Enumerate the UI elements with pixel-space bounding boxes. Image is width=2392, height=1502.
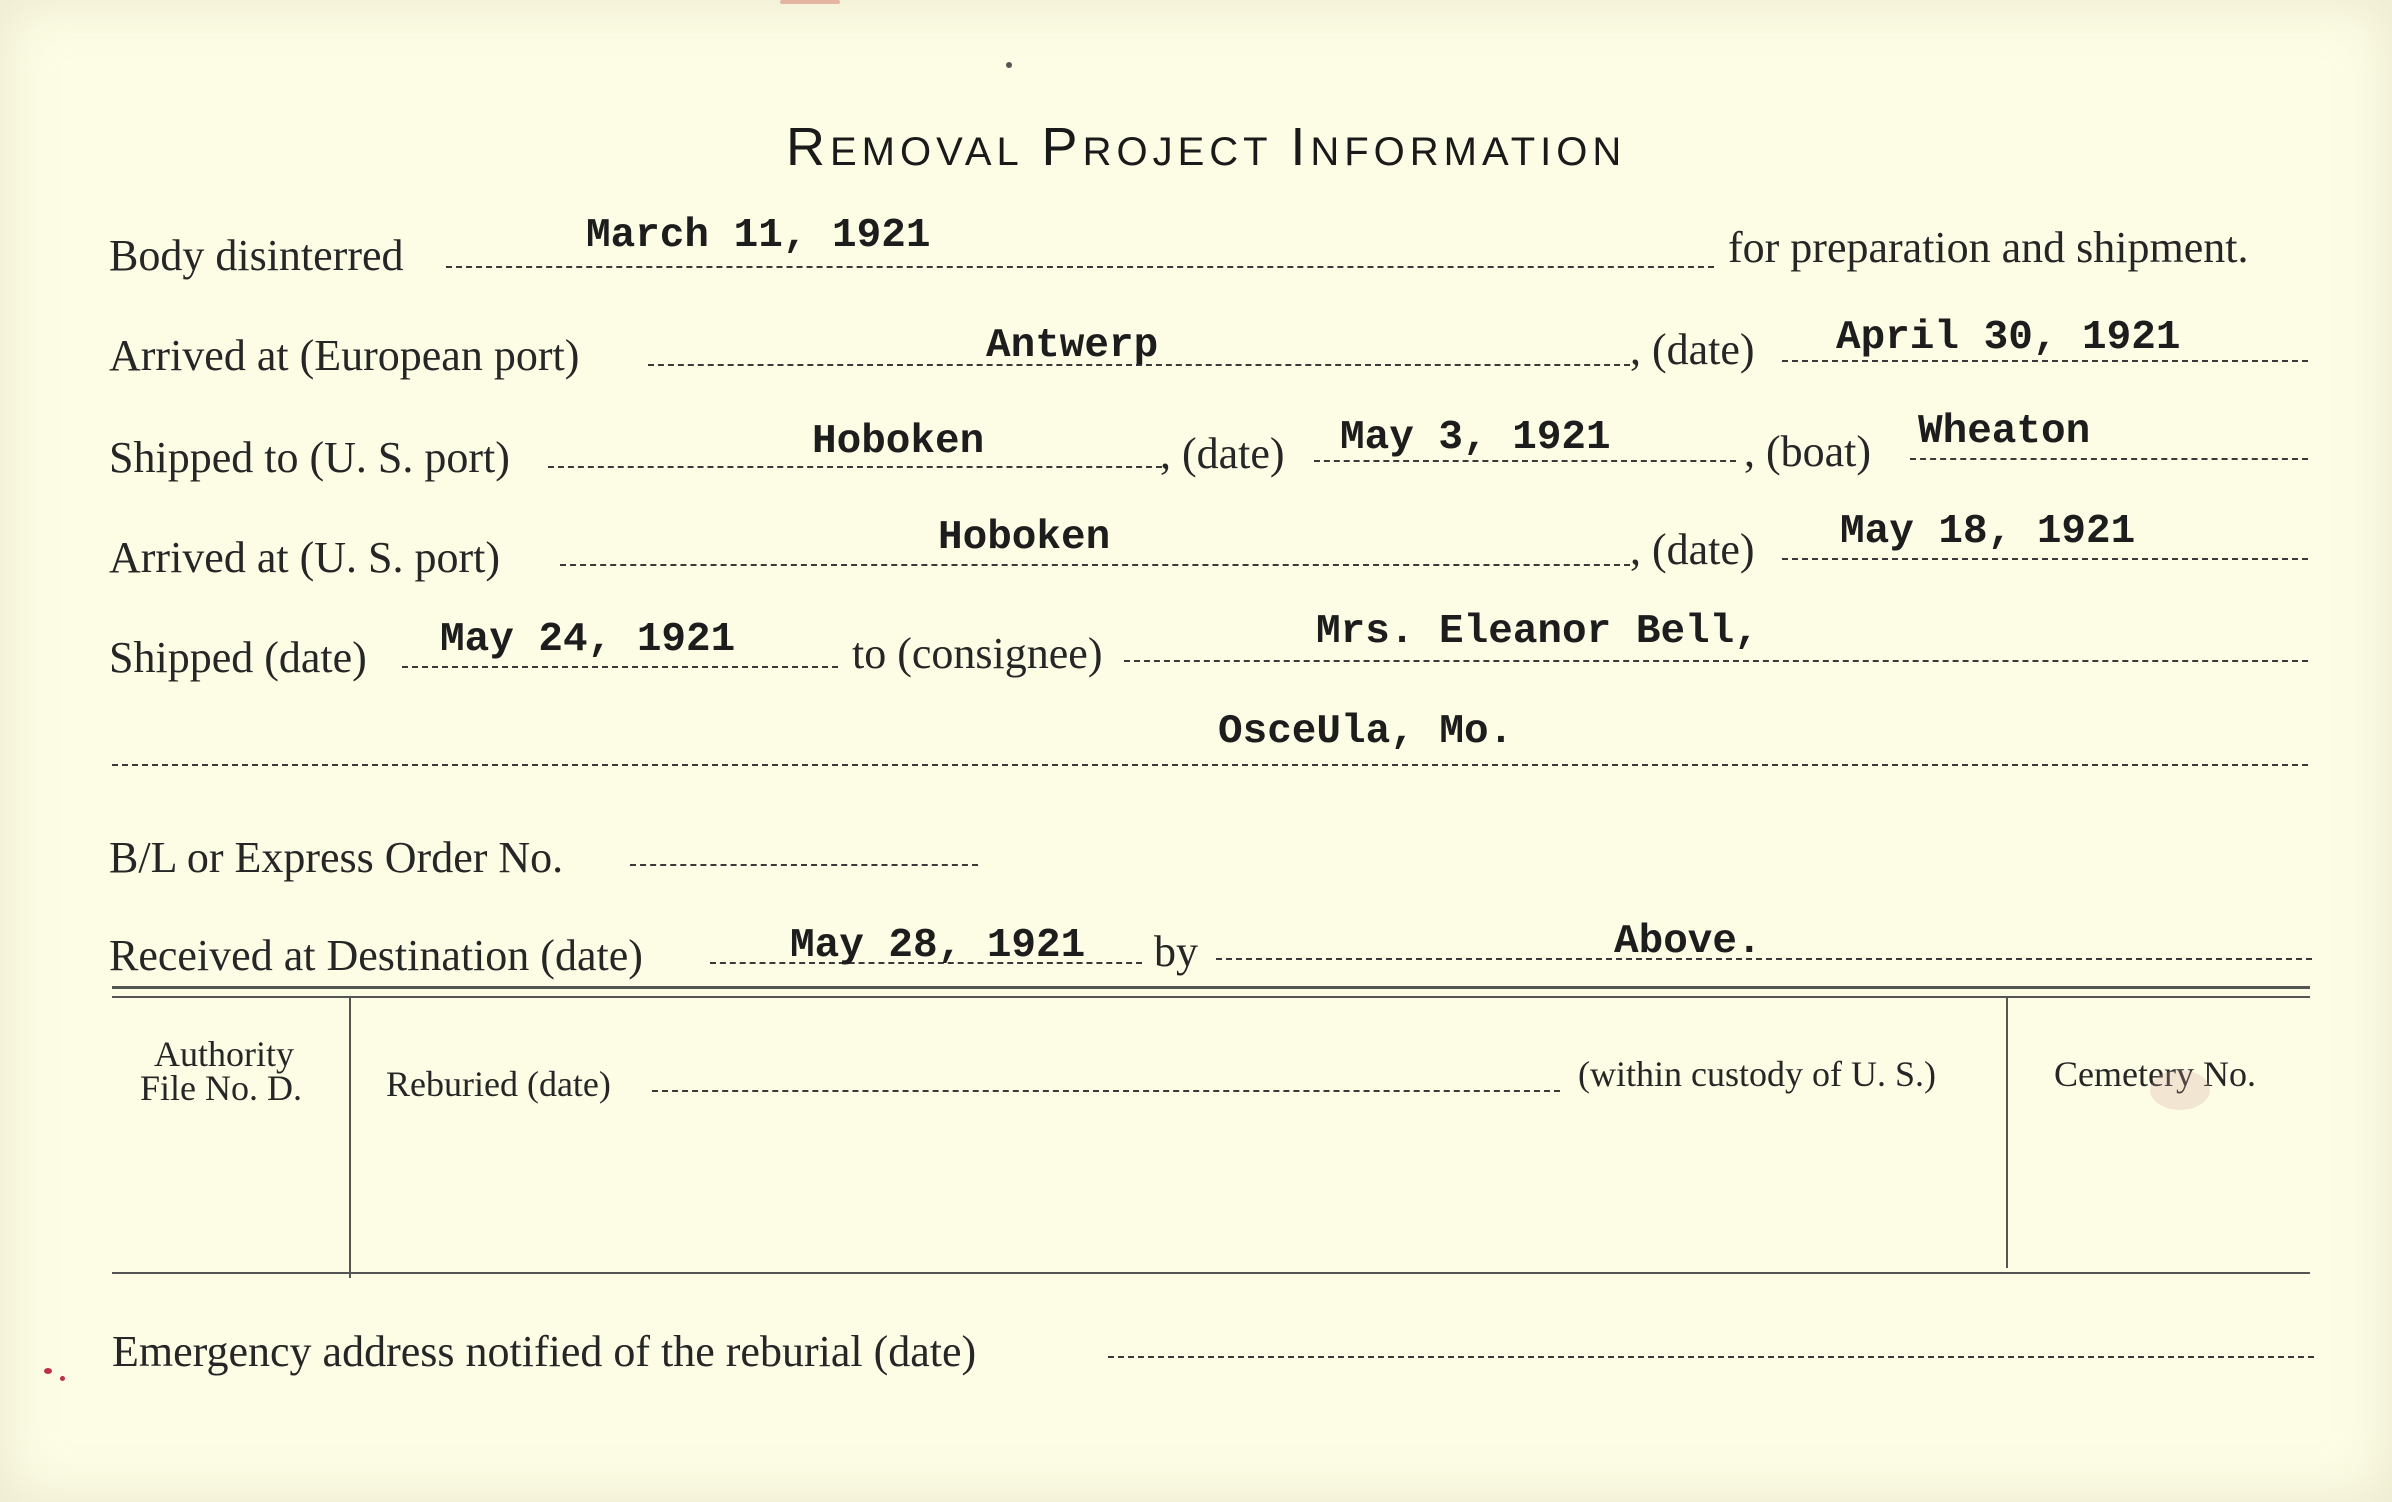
received-date: May 28, 1921 <box>790 923 1086 969</box>
paper-speck <box>60 1376 65 1381</box>
consignee-label: to (consignee) <box>852 629 1103 678</box>
emergency-line <box>1108 1356 2314 1358</box>
arrived-european-port-label: Arrived at (European port) <box>109 331 580 380</box>
emergency-label: Emergency address notified of the reburial (date) <box>112 1327 977 1376</box>
custody-label: (within custody of U. S.) <box>1578 1054 1936 1094</box>
received-by-label: by <box>1154 927 1198 976</box>
arrived-european-port-value: Antwerp <box>986 323 1159 369</box>
paper-stain <box>2150 1070 2210 1110</box>
consignee-address: OsceUla, Mo. <box>1218 709 1514 755</box>
arrived-us-port-line <box>560 564 1630 566</box>
paper-speck <box>1006 62 1012 68</box>
shipped-us-port-boat-line <box>1910 458 2308 460</box>
body-disinterred-suffix: for preparation and shipment. <box>1728 223 2249 272</box>
bl-order-line <box>630 864 978 866</box>
consignee-name: Mrs. Eleanor Bell, <box>1316 609 1759 655</box>
received-label: Received at Destination (date) <box>109 931 643 980</box>
shipped-us-port-boat: Wheaton <box>1918 409 2091 455</box>
shipped-us-port-date: May 3, 1921 <box>1340 415 1611 461</box>
body-disinterred-line <box>446 266 1714 268</box>
paper-speck <box>44 1368 52 1374</box>
shipped-date-line <box>402 666 838 668</box>
table-divider-right <box>2006 998 2008 1268</box>
shipped-date-label: Shipped (date) <box>109 633 367 682</box>
shipped-us-port-line <box>548 466 1162 468</box>
table-top-rule-inner <box>112 996 2310 998</box>
shipped-date-value: May 24, 1921 <box>440 617 736 663</box>
table-top-rule <box>112 986 2310 989</box>
form-title: REMOVAL PROJECT INFORMATION <box>786 117 1627 177</box>
shipped-us-port-label: Shipped to (U. S. port) <box>109 433 510 482</box>
arrived-us-port-label: Arrived at (U. S. port) <box>109 533 501 582</box>
table-divider-left <box>349 998 351 1278</box>
received-by-value: Above. <box>1614 919 1762 965</box>
received-by-line <box>1216 958 2312 960</box>
bl-order-label: B/L or Express Order No. <box>109 833 564 882</box>
body-disinterred-label: Body disinterred <box>109 231 404 280</box>
authority-label-line2: File No. D. <box>140 1068 302 1108</box>
authority-label-line1: Authority <box>154 1034 294 1074</box>
arrived-us-port-date: May 18, 1921 <box>1840 509 2136 555</box>
reburied-line <box>652 1090 1560 1092</box>
arrived-european-port-date: April 30, 1921 <box>1836 315 2181 361</box>
shipped-us-port-boat-label: , (boat) <box>1744 427 1872 476</box>
reburied-label: Reburied (date) <box>386 1064 611 1104</box>
arrived-us-port-date-label: , (date) <box>1630 525 1755 574</box>
table-bottom-rule <box>112 1272 2310 1274</box>
cemetery-label: Cemetery No. <box>2054 1054 2256 1094</box>
body-disinterred-value: March 11, 1921 <box>586 213 931 259</box>
consignee-address-line <box>112 764 2308 766</box>
arrived-european-port-date-label: , (date) <box>1630 325 1755 374</box>
arrived-us-port-value: Hoboken <box>938 515 1111 561</box>
arrived-us-port-date-line <box>1782 558 2308 560</box>
paper-edge-mark <box>780 0 840 4</box>
shipped-us-port-value: Hoboken <box>812 419 985 465</box>
consignee-line <box>1124 660 2308 662</box>
shipped-us-port-date-label: , (date) <box>1160 429 1285 478</box>
